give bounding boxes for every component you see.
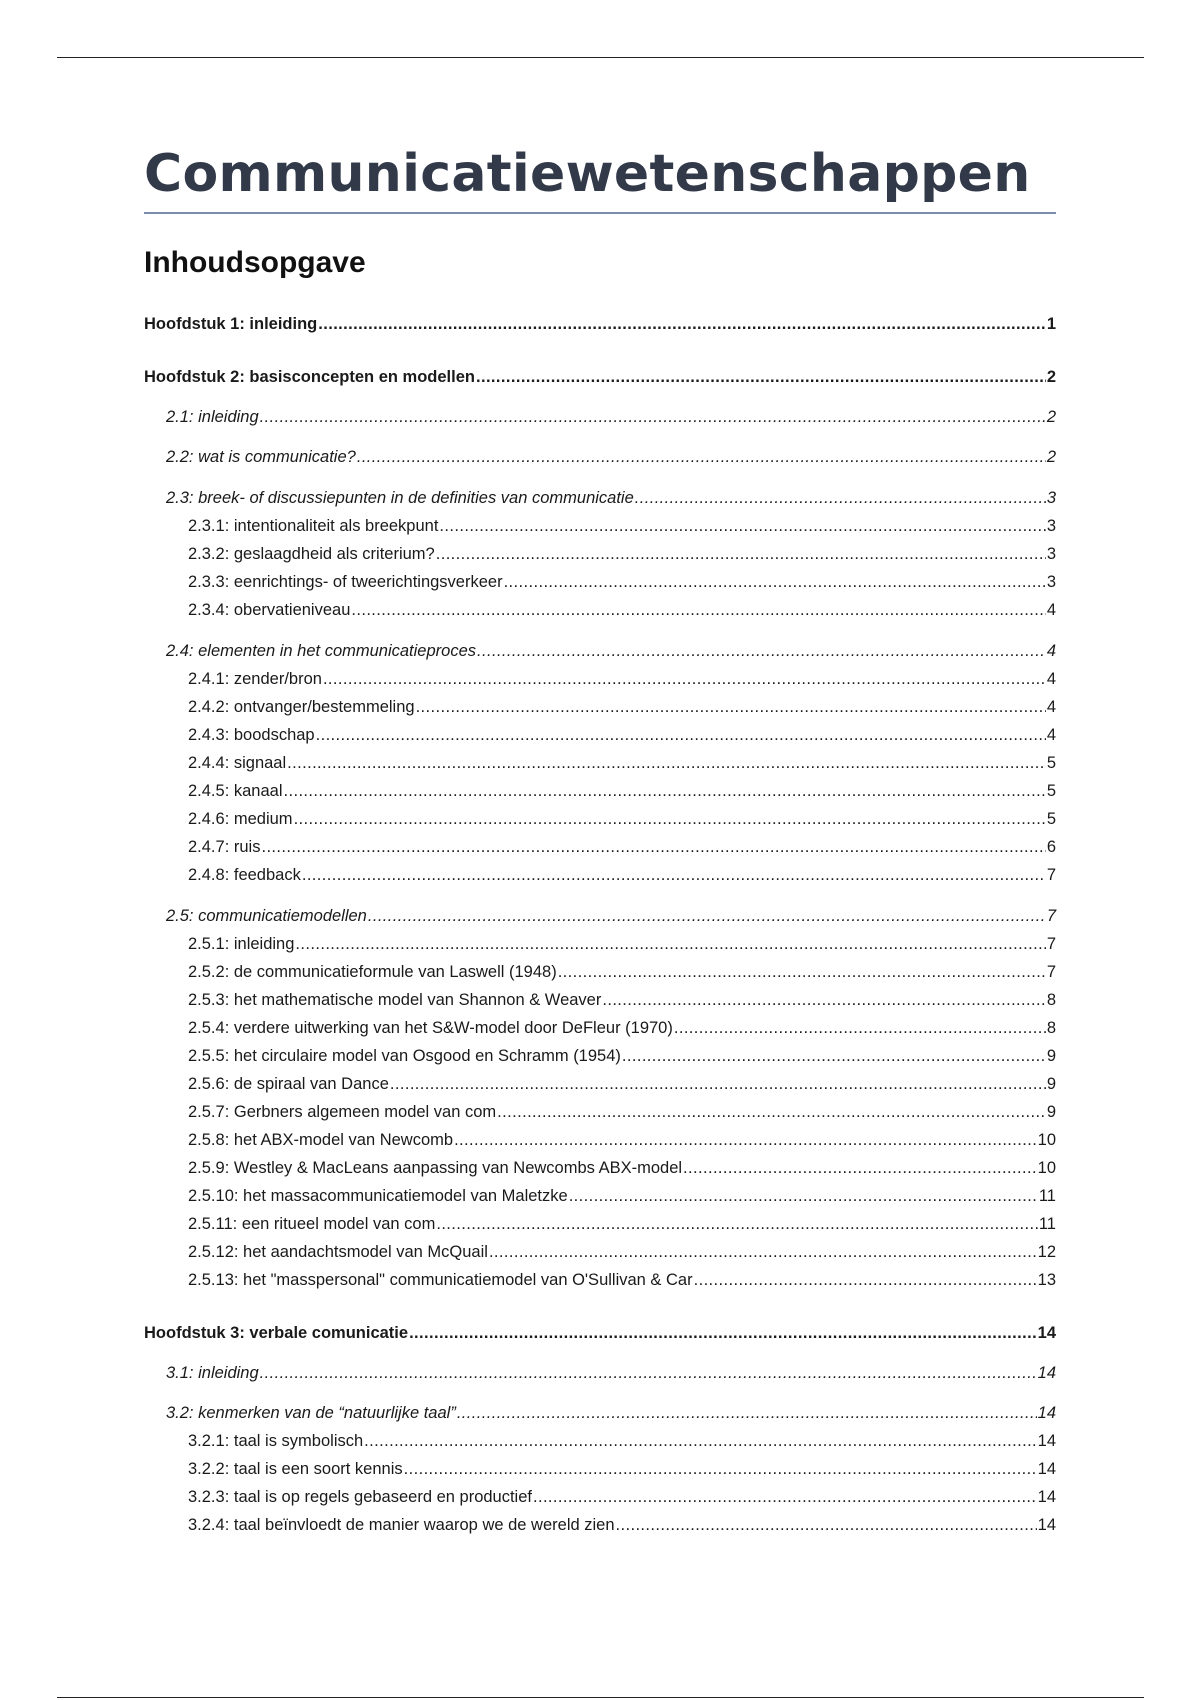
toc-entry-2-5-9[interactable] (188, 1158, 1056, 1178)
toc-entry-label: 2.4.2: ontvanger/bestemmeling (188, 698, 415, 716)
toc-page-number: 14 (1037, 1364, 1056, 1382)
toc-page-number: 9 (1046, 1103, 1056, 1121)
toc-dot-leader (318, 314, 1046, 334)
toc-entry-label: 3.2.2: taal is een soort kennis (188, 1460, 403, 1478)
toc-entry-2-5-4[interactable] (188, 1018, 1056, 1038)
toc-dot-leader (260, 407, 1046, 427)
toc-dot-leader (390, 1074, 1046, 1094)
toc-dot-leader (533, 1487, 1037, 1507)
toc-dot-leader (284, 781, 1046, 801)
toc-entry-2-5-1[interactable] (188, 934, 1056, 954)
toc-dot-leader (409, 1323, 1037, 1343)
toc-entry-2-4[interactable] (166, 641, 1056, 661)
toc-entry-label: 2.5.13: het "masspersonal" communicatiemodel van O'Sullivan & Car (188, 1271, 693, 1289)
toc-dot-leader (694, 1270, 1037, 1290)
toc-page-number: 7 (1046, 935, 1056, 953)
toc-page-number: 2 (1046, 368, 1056, 386)
toc-page-number: 5 (1046, 810, 1056, 828)
toc-page-number: 4 (1046, 698, 1056, 716)
toc-dot-leader (357, 447, 1046, 467)
toc-entry-2-5-12[interactable] (188, 1242, 1056, 1262)
toc-entry-2-2[interactable] (166, 447, 1056, 467)
toc-entry-h1[interactable] (144, 314, 1056, 334)
toc-entry-2-3-3[interactable] (188, 572, 1056, 592)
toc-entry-label: 2.4.1: zender/bron (188, 670, 322, 688)
toc-dot-leader (616, 1515, 1037, 1535)
toc-dot-leader (674, 1018, 1046, 1038)
toc-entry-2-3[interactable] (166, 488, 1056, 508)
toc-entry-label: 2.3: breek- of discussiepunten in de definities van communicatie (166, 489, 634, 507)
toc-dot-leader (436, 1214, 1038, 1234)
toc-page-number: 12 (1037, 1243, 1056, 1261)
toc-entry-label: 2.4.7: ruis (188, 838, 261, 856)
toc-dot-leader (477, 641, 1046, 661)
document-title: Communicatiewetenschappen (144, 144, 1031, 204)
toc-dot-leader (683, 1158, 1037, 1178)
toc-dot-leader (294, 809, 1046, 829)
toc-dot-leader (323, 669, 1046, 689)
toc-entry-3-2-2[interactable] (188, 1459, 1056, 1479)
toc-entry-label: 2.4.4: signaal (188, 754, 287, 772)
toc-dot-leader (457, 1403, 1037, 1423)
toc-page-number: 11 (1038, 1187, 1056, 1205)
toc-page-number: 4 (1046, 642, 1056, 660)
toc-entry-2-4-4[interactable] (188, 753, 1056, 773)
toc-entry-label: 2.5.2: de communicatieformule van Laswell (1948) (188, 963, 557, 981)
toc-entry-label: 2.4.5: kanaal (188, 782, 283, 800)
footer-rule (57, 1697, 1144, 1698)
toc-entry-2-5-5[interactable] (188, 1046, 1056, 1066)
toc-page-number: 11 (1038, 1215, 1056, 1233)
toc-entry-h3[interactable] (144, 1323, 1056, 1343)
toc-page-number: 14 (1037, 1432, 1056, 1450)
toc-entry-2-4-8[interactable] (188, 865, 1056, 885)
toc-dot-leader (622, 1046, 1046, 1066)
toc-entry-label: 3.2: kenmerken van de “natuurlijke taal” (166, 1404, 456, 1422)
toc-entry-label: 2.5.11: een ritueel model van com (188, 1215, 436, 1233)
toc-entry-3-2-3[interactable] (188, 1487, 1056, 1507)
toc-page-number: 1 (1046, 315, 1056, 333)
toc-page-number: 14 (1037, 1516, 1056, 1534)
toc-entry-2-5-13[interactable] (188, 1270, 1056, 1290)
toc-dot-leader (351, 600, 1045, 620)
toc-page-number: 9 (1046, 1047, 1056, 1065)
toc-entry-2-5-10[interactable] (188, 1186, 1056, 1206)
toc-page-number: 2 (1046, 408, 1056, 426)
toc-entry-label: 2.2: wat is communicatie? (166, 448, 356, 466)
toc-dot-leader (558, 962, 1046, 982)
toc-page-number: 14 (1037, 1404, 1056, 1422)
toc-entry-3-2[interactable] (166, 1403, 1056, 1423)
toc-page-number: 7 (1046, 963, 1056, 981)
toc-dot-leader (368, 906, 1046, 926)
toc-page-number: 14 (1037, 1324, 1056, 1342)
toc-page-number: 4 (1046, 601, 1056, 619)
toc-page-number: 3 (1046, 489, 1056, 507)
toc-page-number: 7 (1046, 907, 1056, 925)
toc-entry-label: 2.5.4: verdere uitwerking van het S&W-model door DeFleur (1970) (188, 1019, 673, 1037)
toc-entry-2-1[interactable] (166, 407, 1056, 427)
toc-entry-2-4-5[interactable] (188, 781, 1056, 801)
toc-dot-leader (260, 1363, 1037, 1383)
toc-entry-2-5[interactable] (166, 906, 1056, 926)
toc-entry-2-4-2[interactable] (188, 697, 1056, 717)
toc-page-number: 4 (1046, 726, 1056, 744)
toc-dot-leader (476, 367, 1046, 387)
toc-page-number: 5 (1046, 754, 1056, 772)
toc-entry-3-2-4[interactable] (188, 1515, 1056, 1535)
toc-dot-leader (302, 865, 1046, 885)
toc-entry-2-4-1[interactable] (188, 669, 1056, 689)
toc-page-number: 4 (1046, 670, 1056, 688)
toc-entry-label: 2.5.8: het ABX-model van Newcomb (188, 1131, 454, 1149)
toc-dot-leader (497, 1102, 1046, 1122)
toc-entry-label: 2.4.8: feedback (188, 866, 301, 884)
toc-entry-label: 2.5.3: het mathematische model van Shannon & Weaver (188, 991, 602, 1009)
toc-entry-2-4-3[interactable] (188, 725, 1056, 745)
toc-entry-label: 2.5: communicatiemodellen (166, 907, 367, 925)
toc-entry-2-3-2[interactable] (188, 544, 1056, 564)
toc-dot-leader (316, 725, 1046, 745)
toc-entry-3-2-1[interactable] (188, 1431, 1056, 1451)
toc-page-number: 3 (1046, 573, 1056, 591)
toc-entry-2-5-6[interactable] (188, 1074, 1056, 1094)
toc-page-number: 2 (1046, 448, 1056, 466)
toc-dot-leader (416, 697, 1046, 717)
toc-entry-2-4-7[interactable] (188, 837, 1056, 857)
toc-entry-label: 2.4: elementen in het communicatieproces (166, 642, 477, 660)
toc-page-number: 5 (1046, 782, 1056, 800)
toc-entry-label: 2.5.1: inleiding (188, 935, 295, 953)
toc-entry-label: Hoofdstuk 1: inleiding (144, 315, 318, 333)
toc-entry-label: 2.3.1: intentionaliteit als breekpunt (188, 517, 439, 535)
toc-entry-label: 3.2.1: taal is symbolisch (188, 1432, 364, 1450)
toc-page-number: 14 (1037, 1460, 1056, 1478)
toc-dot-leader (295, 934, 1045, 954)
toc-dot-leader (287, 753, 1046, 773)
toc-entry-2-4-6[interactable] (188, 809, 1056, 829)
toc-entry-2-3-1[interactable] (188, 516, 1056, 536)
toc-entry-label: 2.3.4: obervatieniveau (188, 601, 351, 619)
toc-page-number: 3 (1046, 517, 1056, 535)
toc-entry-label: 2.5.9: Westley & MacLeans aanpassing van Newcombs ABX-model (188, 1159, 683, 1177)
toc-entry-label: 2.5.10: het massacommunicatiemodel van Maletzke (188, 1187, 568, 1205)
toc-heading: Inhoudsopgave (144, 246, 366, 279)
toc-page-number: 9 (1046, 1075, 1056, 1093)
toc-dot-leader (602, 990, 1045, 1010)
toc-dot-leader (404, 1459, 1037, 1479)
toc-dot-leader (436, 544, 1046, 564)
toc-page-number: 13 (1037, 1271, 1056, 1289)
toc-entry-label: 2.5.6: de spiraal van Dance (188, 1075, 389, 1093)
toc-entry-label: 2.5.7: Gerbners algemeen model van com (188, 1103, 497, 1121)
toc-page-number: 3 (1046, 545, 1056, 563)
toc-page-number: 10 (1037, 1159, 1056, 1177)
toc-entry-2-5-11[interactable] (188, 1214, 1056, 1234)
toc-entry-label: 2.3.2: geslaagdheid als criterium? (188, 545, 435, 563)
toc-page-number: 8 (1046, 1019, 1056, 1037)
toc-entry-2-5-2[interactable] (188, 962, 1056, 982)
toc-entry-label: 2.3.3: eenrichtings- of tweerichtingsverkeer (188, 573, 503, 591)
toc-page-number: 10 (1037, 1131, 1056, 1149)
toc-entry-label: 2.5.5: het circulaire model van Osgood en Schramm (1954) (188, 1047, 621, 1065)
toc-entry-label: 2.4.6: medium (188, 810, 293, 828)
toc-entry-h2[interactable] (144, 367, 1056, 387)
toc-entry-label: 2.4.3: boodschap (188, 726, 315, 744)
toc-dot-leader (454, 1130, 1037, 1150)
toc-entry-label: 3.1: inleiding (166, 1364, 259, 1382)
toc-entry-label: 2.1: inleiding (166, 408, 259, 426)
toc-dot-leader (261, 837, 1045, 857)
toc-entry-label: Hoofdstuk 2: basisconcepten en modellen (144, 368, 475, 386)
toc-entry-label: 3.2.3: taal is op regels gebaseerd en productief (188, 1488, 532, 1506)
toc-entry-2-5-8[interactable] (188, 1130, 1056, 1150)
toc-dot-leader (569, 1186, 1038, 1206)
toc-entry-3-1[interactable] (166, 1363, 1056, 1383)
toc-entry-label: 2.5.12: het aandachtsmodel van McQuail (188, 1243, 488, 1261)
toc-entry-2-5-7[interactable] (188, 1102, 1056, 1122)
toc-entry-2-5-3[interactable] (188, 990, 1056, 1010)
toc-entry-label: 3.2.4: taal beïnvloedt de manier waarop we de wereld zien (188, 1516, 615, 1534)
toc-page-number: 8 (1046, 991, 1056, 1009)
toc-entry-label: Hoofdstuk 3: verbale comunicatie (144, 1324, 409, 1342)
toc-page-number: 14 (1037, 1488, 1056, 1506)
toc-page-number: 7 (1046, 866, 1056, 884)
toc-dot-leader (439, 516, 1045, 536)
toc-dot-leader (364, 1431, 1036, 1451)
toc-dot-leader (489, 1242, 1037, 1262)
toc-dot-leader (635, 488, 1046, 508)
toc-page-number: 6 (1046, 838, 1056, 856)
toc-dot-leader (504, 572, 1046, 592)
toc-entry-2-3-4[interactable] (188, 600, 1056, 620)
